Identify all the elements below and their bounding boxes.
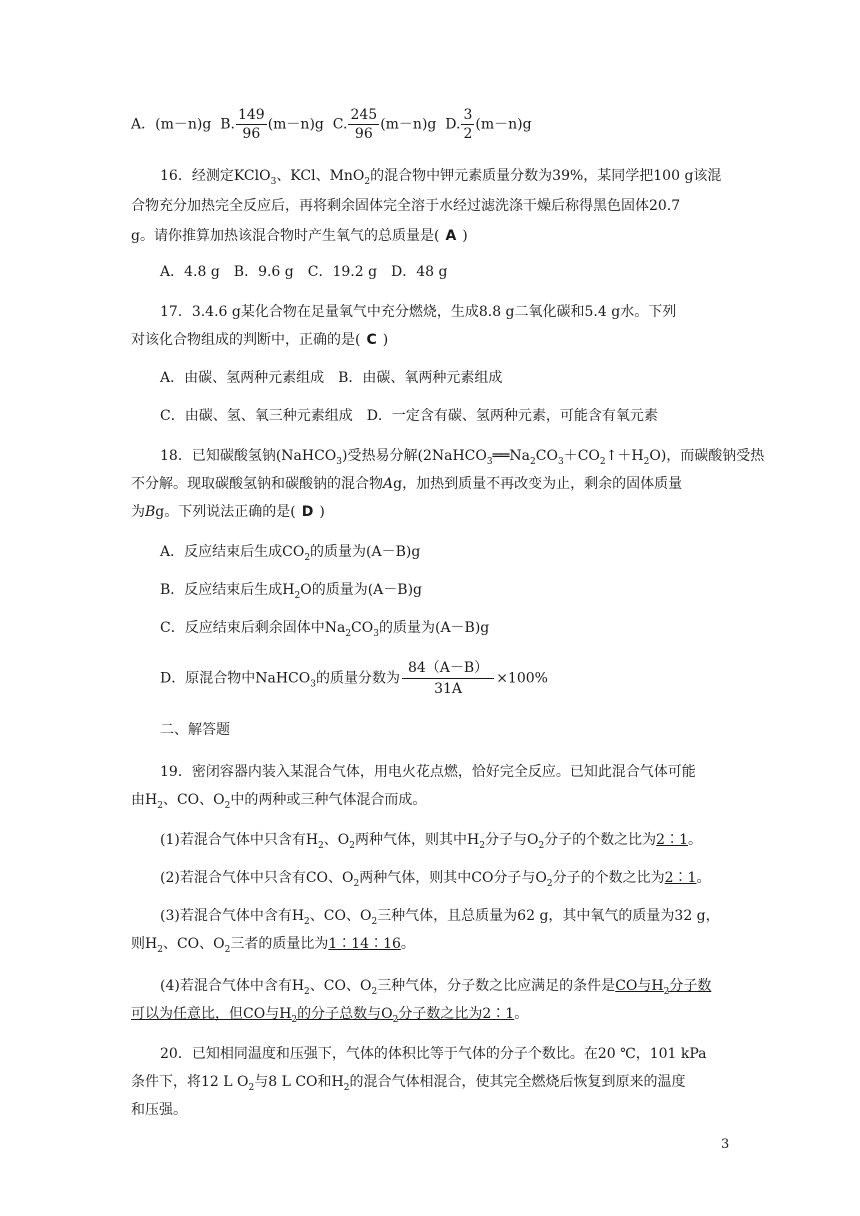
page-number: 3 [721,1137,730,1152]
subscript: 2 [353,878,360,889]
q19-line1: 19．密闭容器内装入某混合气体，用电火花点燃，恰好完全反应。已知此混合气体可能 [160,764,696,780]
q18-option-a [160,542,760,562]
q19-part3-line1 [160,906,760,926]
text: CO与H [615,978,664,994]
text: 三者的质量比为 [230,936,329,952]
text: 则H [131,936,158,952]
text: (1)若混合气体中只含有H [160,832,319,848]
q18-line3 [131,502,731,522]
text: 18．已知碳酸氢钠(NaHCO [160,448,337,464]
text: 为 [131,504,145,520]
subscript: 2 [304,916,310,927]
text: 与8 L CO和H [254,1074,344,1090]
subscript: 2 [224,800,231,811]
subscript: 2 [304,552,311,563]
text: C．反应结束后剩余固体中Na [160,620,346,636]
subscript: 2 [345,628,352,639]
text: 由H [131,792,158,808]
text: ) [382,332,389,348]
q17-options-2: C．由碳、氢、氧三种元素组成 D．一定含有碳、氢两种元素，可能含有氧元素 [160,408,658,424]
text: 、KCl、MnO [276,168,365,184]
section-heading: 二、解答题 [160,722,230,738]
text: 。 [688,832,702,848]
subscript: 2 [291,1014,298,1025]
q15-option-d-fraction [461,106,474,143]
q17-line2 [131,330,731,350]
text: 对该化合物组成的判断中，正确的是( [131,332,361,348]
subscript: 2 [538,840,545,851]
q19-part1-answer: 2∶1 [656,832,688,848]
q16-line1 [160,166,760,186]
text: O)，而碳酸钠受热 [649,448,765,464]
q19-part2-answer: 2∶1 [664,870,697,886]
text: 条件下，将12 L O [131,1074,249,1090]
text: ) [319,504,325,520]
q16-line3 [131,226,731,246]
text: 分子的个数之比为 [544,832,657,848]
text: 的分子总数与O [297,1006,393,1022]
text: 三种气体，且总质量为62 g，其中氧气的质量为32 g， [377,908,720,924]
text: 两种气体，则其中H [355,832,480,848]
text: O的质量为(A－B)g [300,582,422,598]
text: )受热易分解(2NaHCO [342,448,487,464]
q19-part1 [160,830,760,850]
q19-part3-answer: 1∶14∶16 [328,936,401,952]
q19-part4-line1 [160,976,760,996]
q18-answer: D [301,504,314,520]
text: 分子的个数之比为 [552,870,665,886]
fraction-numerator: 84（A－B） [402,658,494,679]
subscript: 3 [310,679,316,690]
text: 两种气体，则其中CO分子与O [359,870,547,886]
q15-option-b-suffix: (m－n)g [267,116,324,133]
subscript: 2 [349,840,355,851]
q20-line2 [131,1072,731,1092]
fraction-numerator: 245 [350,107,378,123]
q19-part2 [160,868,760,888]
text: 分子数之比为2∶1 [398,1006,515,1022]
text: 、CO、O [309,908,372,924]
subscript: 3 [373,628,379,639]
text: ══Na [492,448,531,464]
subscript: 2 [643,456,650,467]
text: A．反应结束后生成CO [160,544,305,560]
q16-answer: A [445,228,457,244]
q19-line2 [131,790,731,810]
q15-option-d-suffix: (m－n)g [475,116,532,133]
text: 的混合物中钾元素质量分数为39%，某同学把100 g该混 [370,168,722,184]
text: 、O [323,832,350,848]
text: g。下列说法正确的是( [155,504,296,520]
subscript: 2 [224,944,231,955]
fraction-denominator: 96 [354,126,373,142]
text: 的质量分数为 [315,670,400,687]
text: 的混合气体相混合，使其完全燃烧后恢复到原来的温度 [349,1074,686,1090]
q15-option-b-fraction [236,106,267,143]
q16-line2: 合物充分加热完全反应后，再将剩余固体完全溶于水经过滤洗涤干燥后称得黑色固体20.7 [131,198,681,214]
text: 、CO、O [309,978,372,994]
q18-line2 [131,474,731,494]
text: 不分解。现取碳酸氢钠和碳酸钠的混合物 [131,476,383,492]
text: (3)若混合气体中含有H [160,908,305,924]
text: g，加热到质量不再改变为止，剩余的固体质量 [393,476,683,492]
q19-part4-answer-end [131,1006,515,1025]
text: D．原混合物中NaHCO [160,670,311,687]
text: ↑＋H [605,448,644,464]
subscript: 2 [530,456,536,467]
subscript: 3 [486,456,493,467]
text: 16．经测定KClO [160,168,271,184]
q15-option-a: A．(m－n)g [131,116,212,133]
q18-line1 [160,446,765,467]
q19-part4-answer-start [615,978,712,997]
subscript: 2 [304,986,310,997]
q17-line1: 17．3.4.6 g某化合物在足量氧气中充分燃烧，生成8.8 g二氧化碳和5.4 g水。下列 [160,304,677,320]
subscript: 2 [663,986,670,997]
text: 、CO、O [162,936,225,952]
text: ) [462,228,468,244]
q15-option-c-suffix: (m－n)g [380,116,437,133]
text: 。 [514,1006,529,1022]
subscript: 3 [557,456,564,467]
subscript: 2 [599,456,606,467]
fraction-numerator: 149 [237,107,265,123]
text: 的质量为(A－B)g [378,620,490,636]
text: 三种气体，分子数之比应满足的条件是 [377,978,616,994]
q18-option-c [160,618,760,638]
text: 的质量为(A－B)g [310,544,421,560]
subscript: 3 [336,456,343,467]
fraction-numerator: 3 [463,107,473,123]
text: 可以为任意比，但CO与H [131,1006,292,1022]
subscript: 2 [294,590,301,601]
subscript: 2 [392,1014,399,1025]
text: CO [351,620,374,636]
q16-options: A．4.8 g B．9.6 g C．19.2 g D．48 g [160,264,448,280]
q15-option-b-label: B. [220,116,235,133]
subscript: 3 [270,176,277,187]
text: 。 [400,936,415,952]
subscript: 2 [157,800,163,811]
q18-option-d [160,658,760,699]
text: (2)若混合气体中只含有CO、O [160,870,354,886]
subscript: 2 [479,840,485,851]
text: ＋CO [563,448,600,464]
variable: B [145,504,156,520]
text: CO [535,448,558,464]
q20-line1: 20．已知相同温度和压强下，气体的体积比等于气体的分子个数比。在20 ℃，101 kPa [160,1046,707,1062]
subscript: 2 [343,1082,350,1093]
subscript: 2 [248,1082,255,1093]
subscript: 2 [371,986,378,997]
q19-part4-line2 [131,1004,731,1024]
q15-option-c-fraction [348,106,379,143]
subscript: 2 [318,840,324,851]
q15-option-c-label: C. [332,116,348,133]
text: 分子数 [669,978,712,994]
fraction-denominator: 2 [463,126,473,142]
text: g。请你推算加热该混合物时产生氧气的总质量是( [131,228,440,244]
text: 。 [696,870,711,886]
q20-line3: 和压强。 [131,1102,187,1118]
text: B．反应结束后生成H [160,582,295,598]
subscript: 2 [546,878,553,889]
q19-part3-line2 [131,934,731,954]
q17-options-1: A．由碳、氢两种元素组成 B．由碳、氧两种元素组成 [160,370,503,386]
fraction-denominator: 96 [242,126,261,142]
q17-answer: C [366,332,377,348]
subscript: 2 [157,944,163,955]
q15-option-d-label: D. [445,116,461,133]
q18-option-d-fraction [402,658,494,699]
q18-option-b [160,580,760,600]
text: 分子与O [484,832,539,848]
variable: A [383,476,394,492]
subscript: 2 [364,176,371,187]
subscript: 2 [371,916,378,927]
fraction-denominator: 31A [434,681,463,697]
text: ×100% [496,670,548,687]
text: (4)若混合气体中含有H [160,978,305,994]
text: 、CO、O [162,792,225,808]
q15-options [131,106,731,143]
text: 中的两种或三种气体混合而成。 [230,792,427,808]
